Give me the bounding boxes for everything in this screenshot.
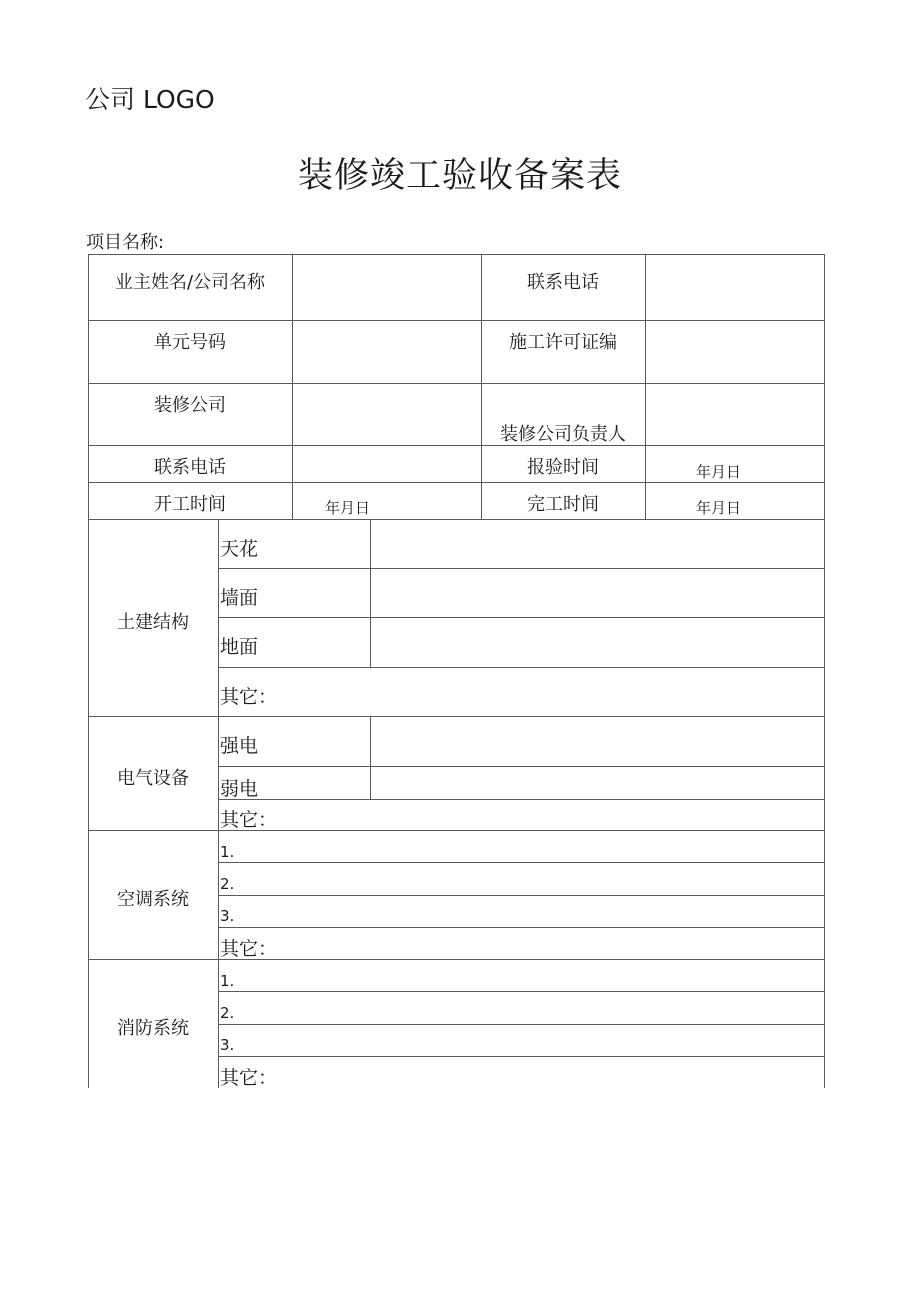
floor-label: 地面 <box>220 636 259 658</box>
aircon-item-2: 2. <box>220 875 235 893</box>
aircon-item-1: 1. <box>220 843 235 861</box>
report-time-value: 年月日 <box>696 463 742 481</box>
report-time-label: 报验时间 <box>527 457 599 478</box>
electrical-other-label: 其它： <box>220 809 278 831</box>
unit-number-label: 单元号码 <box>154 332 226 353</box>
decoration-company-label: 装修公司 <box>154 395 226 416</box>
company-manager-label: 装修公司负责人 <box>500 424 626 445</box>
finish-time-label: 完工时间 <box>527 494 599 515</box>
company-phone-label: 联系电话 <box>154 457 226 478</box>
fire-system-label: 消防系统 <box>117 1018 189 1039</box>
contact-phone-label: 联系电话 <box>527 272 599 293</box>
weak-current-label: 弱电 <box>220 778 259 800</box>
aircon-item-3: 3. <box>220 907 235 925</box>
civil-structure-label: 土建结构 <box>117 612 189 633</box>
start-time-label: 开工时间 <box>154 494 226 515</box>
page-title: 装修竣工验收备案表 <box>297 156 622 196</box>
strong-current-label: 强电 <box>220 735 259 757</box>
fire-item-1: 1. <box>220 972 235 990</box>
fire-item-3: 3. <box>220 1036 235 1054</box>
fire-item-2: 2. <box>220 1004 235 1022</box>
civil-other-label: 其它： <box>220 686 278 708</box>
wall-label: 墙面 <box>220 587 259 609</box>
start-time-value: 年月日 <box>325 499 371 517</box>
owner-name-label: 业主姓名/公司名称 <box>114 272 266 293</box>
electrical-equipment-label: 电气设备 <box>117 768 189 789</box>
ceiling-label: 天花 <box>220 538 259 560</box>
construction-permit-label: 施工许可证编 <box>509 332 617 353</box>
company-logo-text: 公司 LOGO <box>85 85 215 114</box>
fire-other-label: 其它： <box>220 1067 278 1089</box>
finish-time-value: 年月日 <box>696 499 742 517</box>
aircon-other-label: 其它： <box>220 938 278 960</box>
aircon-system-label: 空调系统 <box>117 889 189 910</box>
project-name-label: 项目名称: <box>86 232 165 253</box>
